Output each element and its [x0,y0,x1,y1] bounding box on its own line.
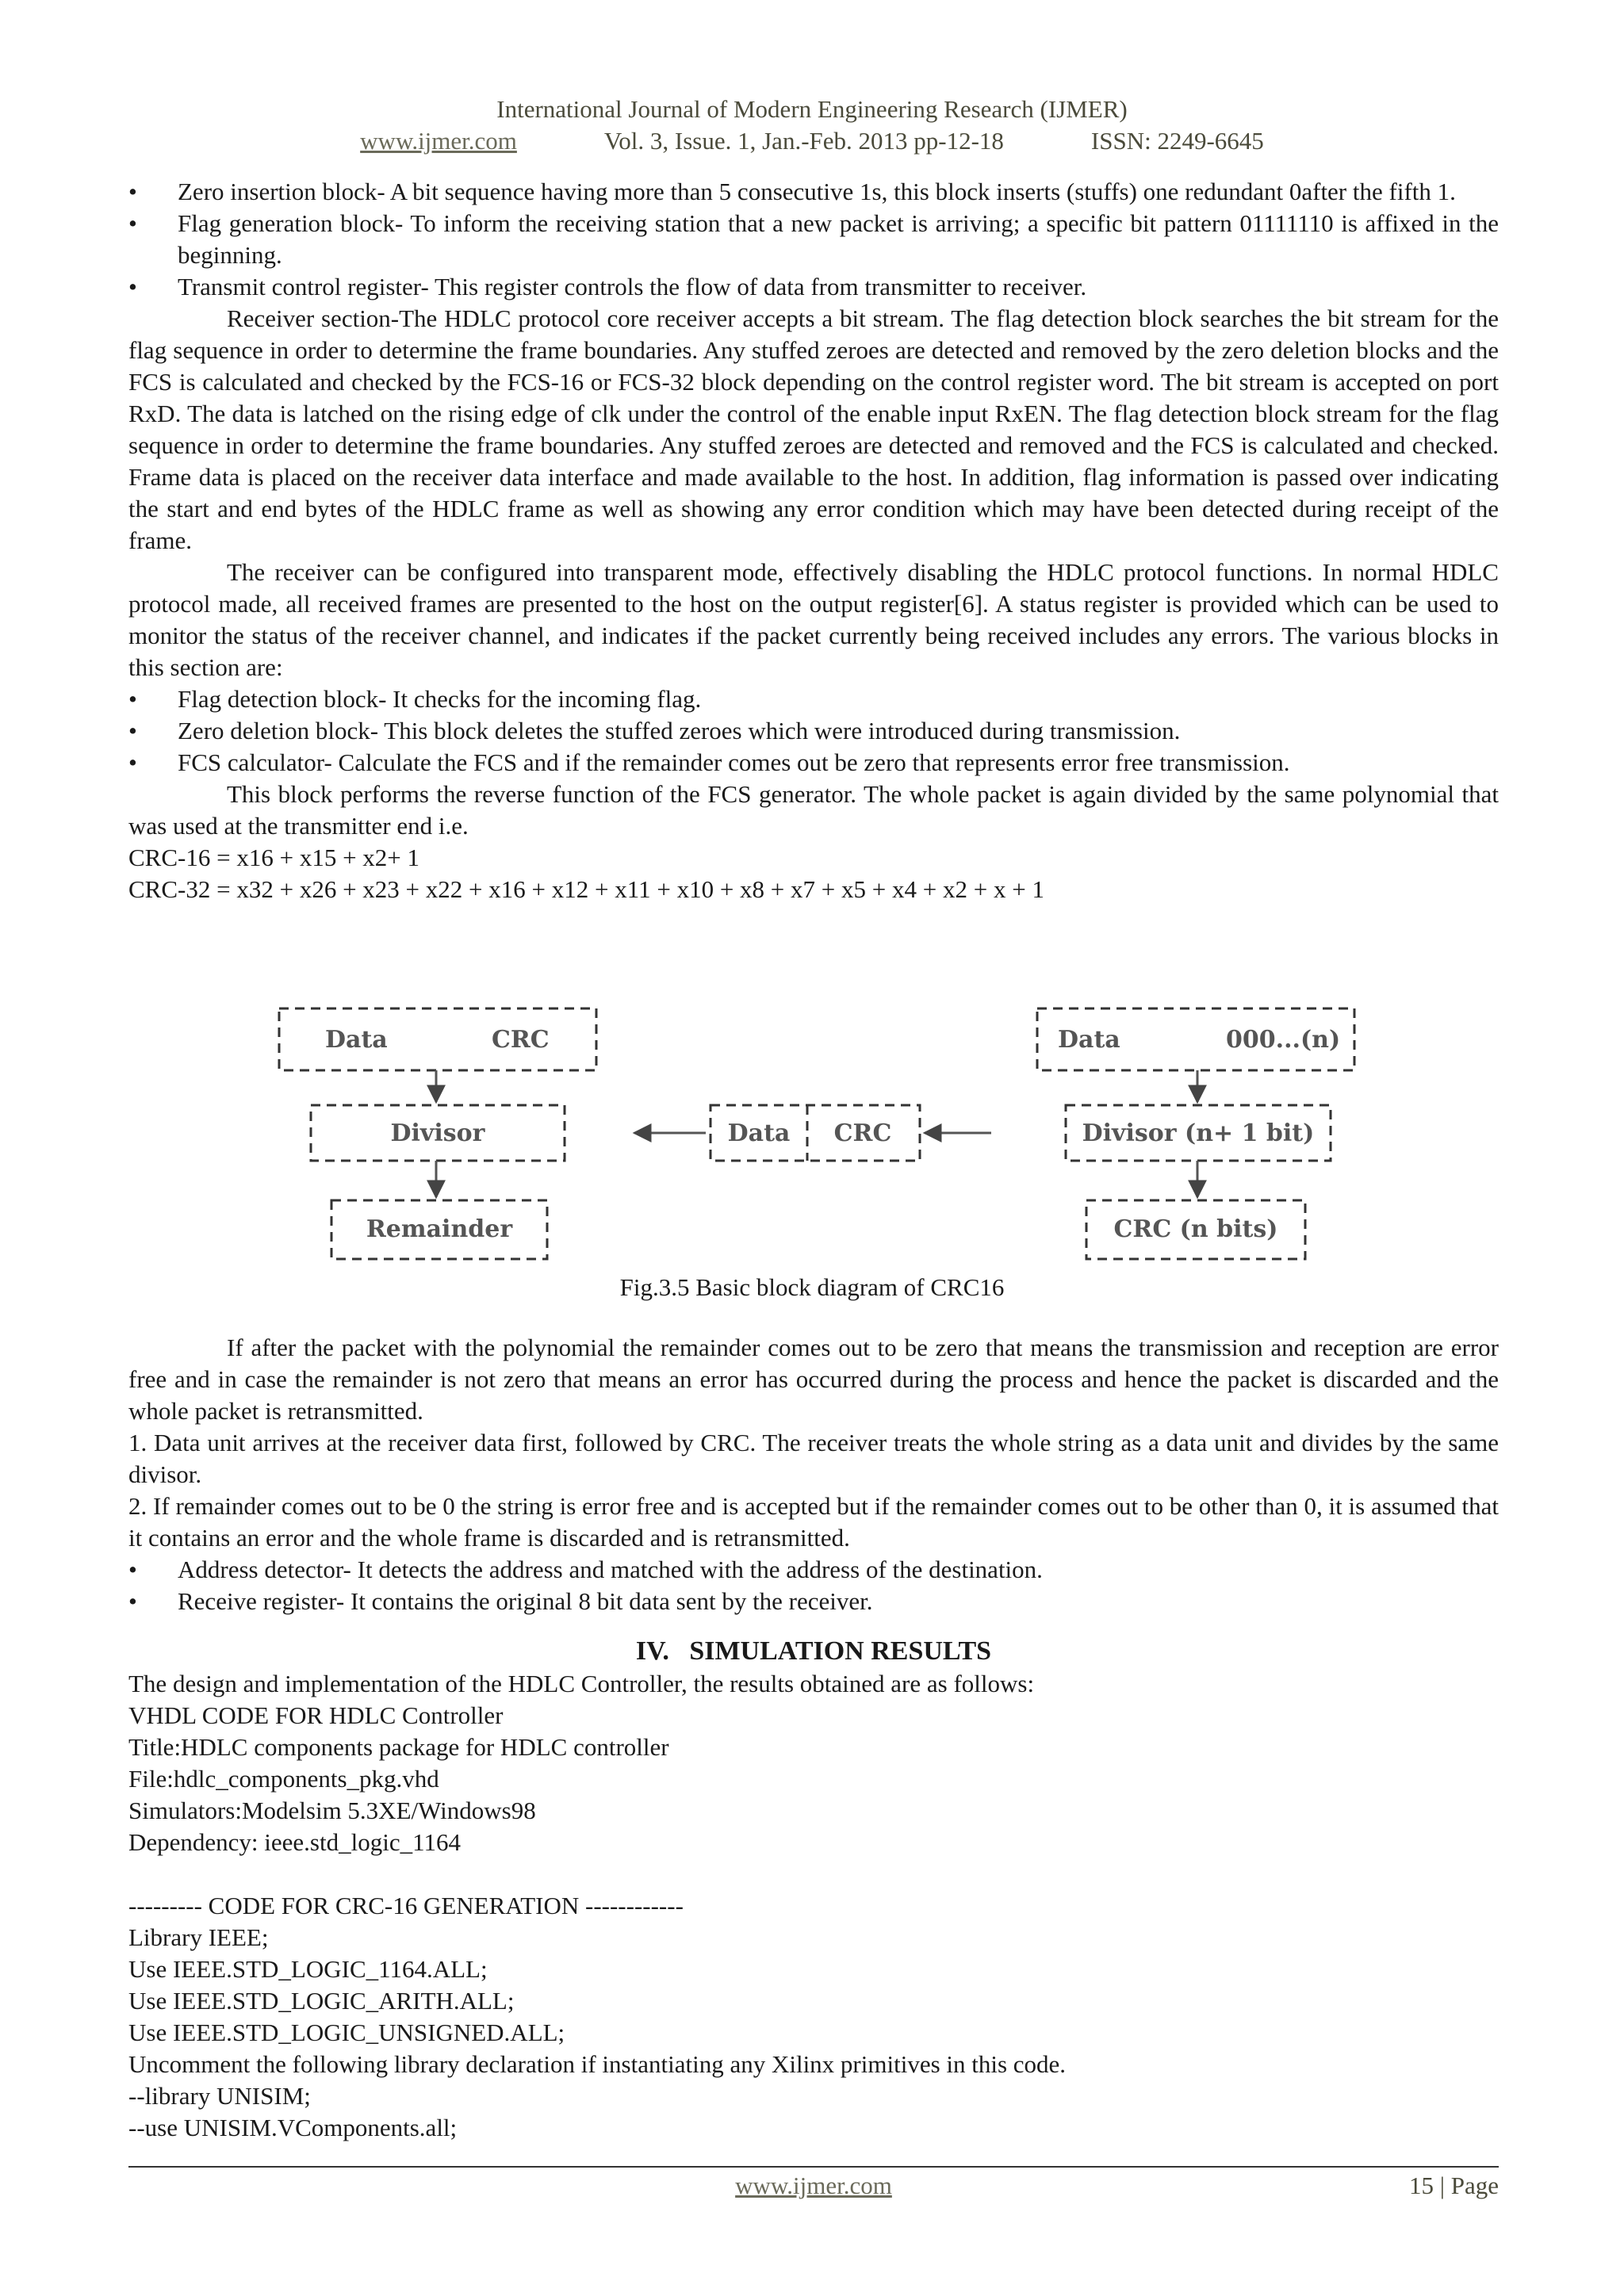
body-text-top [128,176,1499,905]
bullet-item: • Zero deletion block- This block deletes the stuffed zeroes which were introduced during transmission. [128,715,1499,747]
bullet-item: • Transmit control register- This register controls the flow of data from transmitter to receiver. [128,271,1499,303]
code-line: --------- CODE FOR CRC-16 GENERATION ------------ [128,1892,684,1919]
left-data-label: Data [325,1026,388,1054]
footer-website-link[interactable]: www.ijmer.com [735,2172,892,2199]
journal-meta [0,125,1624,157]
right-data-label: Data [1058,1026,1120,1054]
sim-line: Simulators:Modelsim 5.3XE/Windows98 [128,1797,536,1824]
bullet-icon: • [128,717,137,744]
section-heading: IV. SIMULATION RESULTS [635,1636,992,1666]
bullet-icon: • [128,273,137,300]
header-issn: ISSN: 2249-6645 [1090,127,1264,155]
figure-caption: Fig.3.5 Basic block diagram of CRC16 [619,1273,1005,1301]
numbered-item-1: 1. Data unit arrives at the receiver data first, followed by CRC. The receiver treats the whole string as a data unit and divides by the same divisor. [128,1429,1499,1488]
crc16-block-diagram [238,991,1396,1276]
sim-line: Title:HDLC components package for HDLC controller [128,1733,669,1761]
equation-crc16: CRC-16 = x16 + x15 + x2+ 1 [128,844,420,871]
right-crc-label: CRC (n bits) [1113,1215,1278,1243]
sim-line: The design and implementation of the HDLC Controller, the results obtained are as follows: [128,1670,1035,1697]
body-text-bottom [128,1332,1499,2144]
code-line: Library IEEE; [128,1923,269,1951]
code-line: --library UNISIM; [128,2082,311,2110]
paragraph-after-figure: If after the packet with the polynomial the remainder comes out to be zero that means the transmission and reception are error free and in case the remainder is not zero that means an error has occurred during the process and hence the packet is discarded and the whole packet is retransmitted. [128,1334,1499,1425]
equation-crc32: CRC-32 = x32 + x26 + x23 + x22 + x16 + x12 + x11 + x10 + x8 + x7 + x5 + x4 + x2 + x + 1 [128,875,1044,903]
numbered-item-2: 2. If remainder comes out to be 0 the string is error free and is accepted but if the remainder comes out to be other than 0, it is assumed that it contains an error and the whole frame is discarded and is retransmitted. [128,1492,1499,1552]
sim-line: VHDL CODE FOR HDLC Controller [128,1701,504,1729]
right-zeros-label: 000...(n) [1226,1026,1341,1054]
bullet-item: • Address detector- It detects the address and matched with the address of the destination. [128,1554,1499,1586]
bullet-icon: • [128,178,137,205]
bullet-icon: • [128,1587,137,1615]
journal-title: International Journal of Modern Engineering Research (IJMER) [496,95,1128,123]
bullet-icon: • [128,748,137,776]
header-volume: Vol. 3, Issue. 1, Jan.-Feb. 2013 pp-12-18 [603,127,1004,155]
bullet-icon: • [128,209,137,237]
left-divisor-label: Divisor [390,1119,485,1147]
right-divisor-label: Divisor (n+ 1 bit) [1082,1119,1315,1147]
spacer [128,1858,1499,1890]
sim-line: File:hdlc_components_pkg.vhd [128,1765,439,1793]
bullet-item: • FCS calculator- Calculate the FCS and if the remainder comes out be zero that represents error free transmission. [128,747,1499,779]
middle-data-label: Data [727,1119,791,1147]
code-line: --use UNISIM.VComponents.all; [128,2114,458,2141]
left-remainder-label: Remainder [366,1215,513,1243]
paragraph-reverse-function: This block performs the reverse function of the FCS generator. The whole packet is again divided by the same polynomial that was used at the transmitter end i.e. [128,780,1499,840]
bullet-item: • Receive register- It contains the original 8 bit data sent by the receiver. [128,1586,1499,1617]
bullet-item: • Flag generation block- To inform the receiving station that a new packet is arriving; a specific bit pattern 01111110 is affixed in the beginning. [128,209,1499,269]
diagram-svg [238,991,1396,1276]
code-line: Uncomment the following library declaration if instantiating any Xilinx primitives in this code. [128,2050,1067,2078]
middle-crc-label: CRC [833,1119,892,1147]
bullet-icon: • [128,1556,137,1583]
journal-header [0,94,1624,157]
page-number: 15 | Page [1409,2172,1499,2199]
code-line: Use IEEE.STD_LOGIC_1164.ALL; [128,1955,488,1983]
code-line: Use IEEE.STD_LOGIC_UNSIGNED.ALL; [128,2019,565,2046]
sim-line: Dependency: ieee.std_logic_1164 [128,1828,461,1856]
left-crc-label: CRC [492,1026,550,1054]
footer-divider [128,2166,1499,2168]
paragraph-receiver-section: Receiver section-The HDLC protocol core receiver accepts a bit stream. The flag detection block searches the bit stream for the flag sequence in order to determine the frame boundaries. Any stuffed zeroes are detected and removed by the zero deletion blocks and the FCS is calculated and checked by the FCS-16 or FCS-32 block depending on the control register word. The bit stream is accepted on port RxD. The data is latched on the rising edge of clk under the control of the enable input RxEN. The flag detection block stream for the flag sequence in order to determine the frame boundaries. Any stuffed zeroes are detected and removed and the FCS is calculated and checked. Frame data is placed on the receiver data interface and made available to the host. In addition, flag information is passed over indicating the start and end bytes of the HDLC frame as well as showing any error condition which may have been detected during receipt of the frame. [128,304,1499,554]
header-website-link[interactable]: www.ijmer.com [360,127,517,155]
code-line: Use IEEE.STD_LOGIC_ARITH.ALL; [128,1987,515,2015]
bullet-item: • Zero insertion block- A bit sequence having more than 5 consecutive 1s, this block inserts (stuffs) one redundant 0after the fifth 1. [128,176,1499,208]
bullet-item: • Flag detection block- It checks for the incoming flag. [128,683,1499,715]
bullet-icon: • [128,685,137,713]
paragraph-transparent-mode: The receiver can be configured into transparent mode, effectively disabling the HDLC protocol functions. In normal HDLC protocol made, all received frames are presented to the host on the output register[6]. A status register is provided which can be used to monitor the status of the receiver channel, and indicates if the packet currently being received includes any errors. The various blocks in this section are: [128,558,1499,681]
